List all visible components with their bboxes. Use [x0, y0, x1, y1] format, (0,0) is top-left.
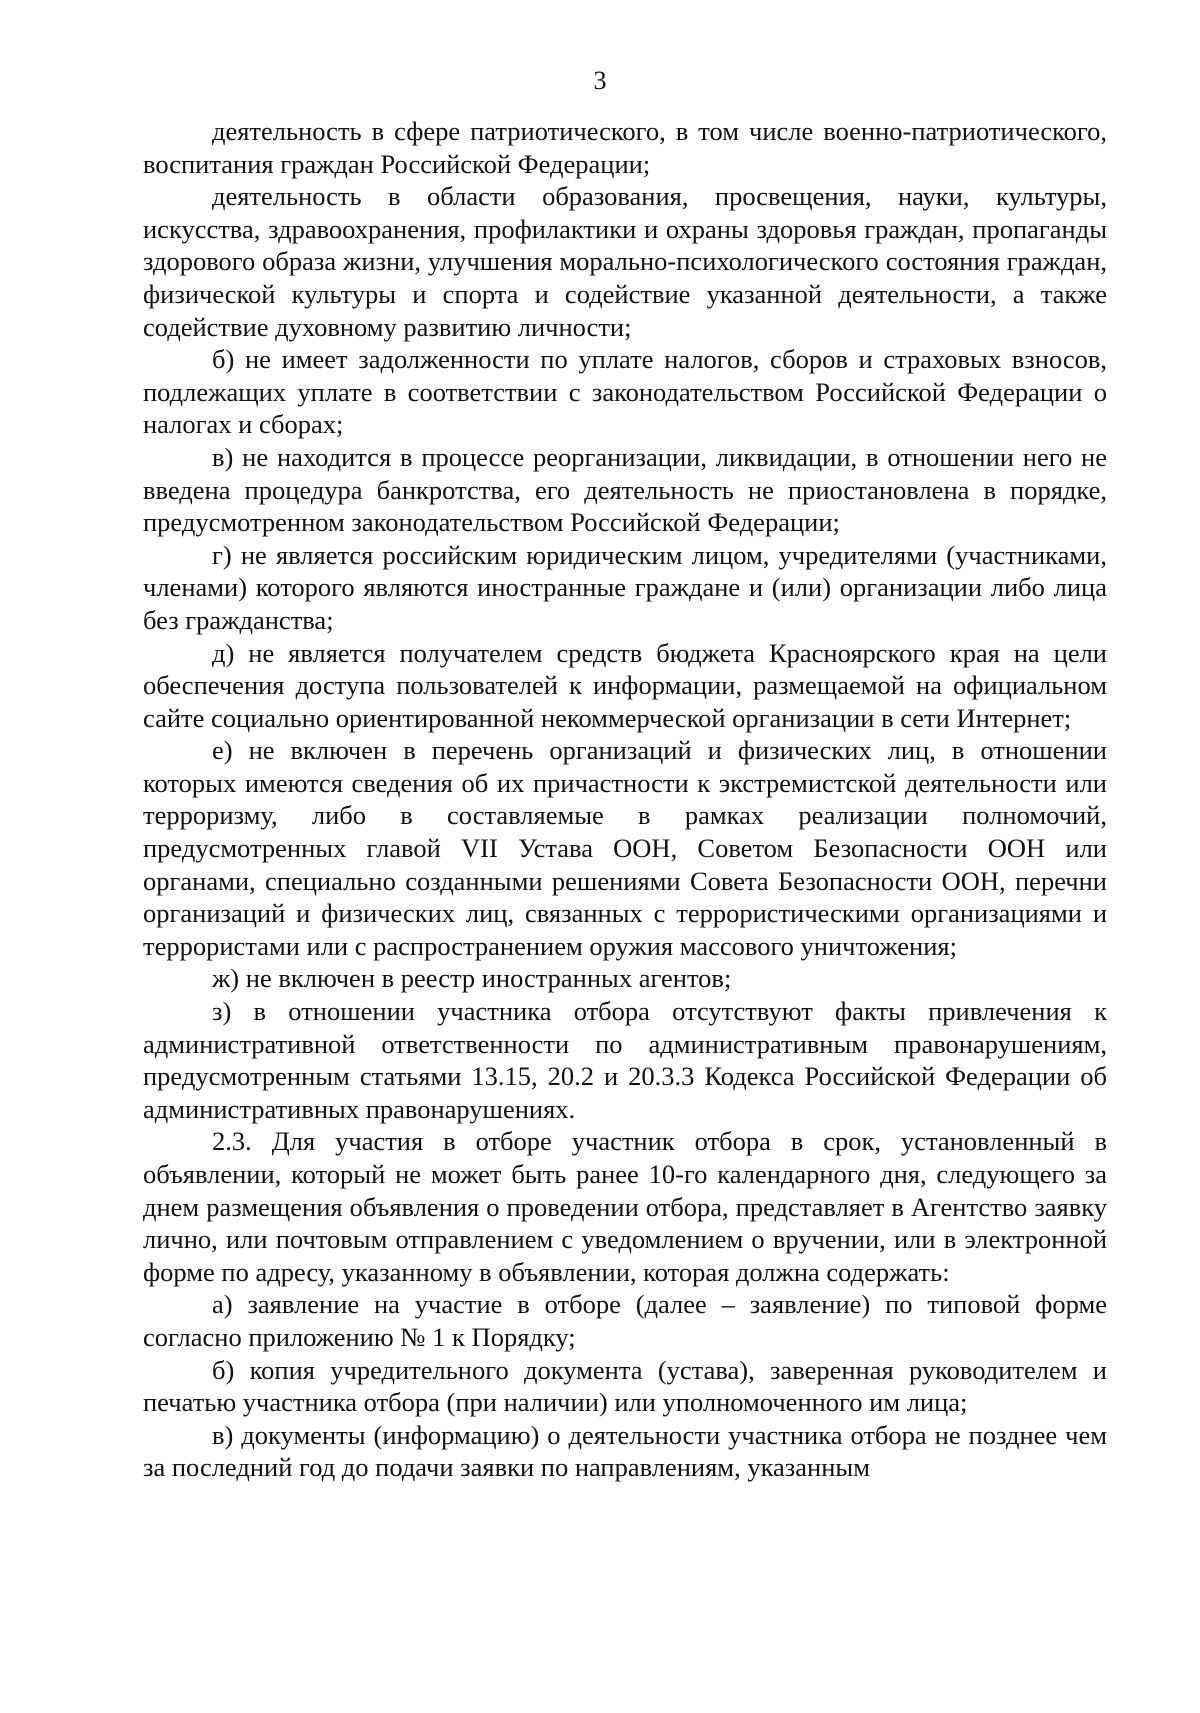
paragraph-education-activity: деятельность в области образования, просвещения, науки, культуры, искусства, здравоохранения, профилактики и охраны здоровья граждан, пропаганды здорового образа жизни, улучшения морально-психологического состояния граждан, физической культуры и спорта и содействие указанной деятельности, а также содействие духовному развитию личности; [143, 181, 1107, 342]
paragraph-item-a-statement: а) заявление на участие в отборе (далее – заявление) по типовой форме согласно приложению № 1 к Порядку; [143, 1289, 1107, 1352]
paragraph-item-z-no-administrative-liability: з) в отношении участника отбора отсутствуют факты привлечения к административной ответственности по административным правонарушениям, предусмотренным статьями 13.15, 20.2 и 20.3.3 Кодекса Российской Федерации об административных правонарушениях. [143, 996, 1107, 1124]
document-body [143, 115, 1107, 1484]
paragraph-item-v-no-reorganization: в) не находится в процессе реорганизации, ликвидации, в отношении него не введена процедура банкротства, его деятельность не приостановлена в порядке, предусмотренном законодательством Российской Федерации; [143, 441, 1107, 538]
paragraph-patriotic-activity: деятельность в сфере патриотического, в том числе военно-патриотического, воспитания граждан Российской Федерации; [143, 116, 1107, 179]
paragraph-item-e-not-in-extremist-list: е) не включен в перечень организаций и физических лиц, в отношении которых имеются сведения об их причастности к экстремистской деятельности или терроризму, либо в составляемые в рамках реализации полномочий, предусмотренных главой VII Устава ООН, Советом Безопасности ООН или органами, специально созданными решениями Совета Безопасности ООН, перечни организаций и физических лиц, связанных с террористическими организациями и террористами или с распространением оружия массового уничтожения; [143, 735, 1107, 961]
paragraph-item-d-not-budget-recipient: д) не является получателем средств бюджета Красноярского края на цели обеспечения доступа пользователей к информации, размещаемой на официальном сайте социально ориентированной некоммерческой организации в сети Интернет; [143, 637, 1107, 733]
paragraph-section-2-3-application: 2.3. Для участия в отборе участник отбора в срок, установленный в объявлении, который не может быть ранее 10-го календарного дня, следующего за днем размещения объявления о проведении отбора, представляет в Агентство заявку лично, или почтовым отправлением с уведомлением о вручении, или в электронной форме по адресу, указанному в объявлении, которая должна содержать: [143, 1126, 1107, 1287]
paragraph-item-b-no-tax-debt: б) не имеет задолженности по уплате налогов, сборов и страховых взносов, подлежащих уплате в соответствии с законодательством Российской Федерации о налогах и сборах; [143, 344, 1107, 440]
paragraph-item-v-activity-documents: в) документы (информацию) о деятельности участника отбора не позднее чем за последний год до подачи заявки по направлениям, указанным [143, 1419, 1107, 1483]
page-number: 3 [593, 66, 607, 95]
paragraph-item-zh-not-foreign-agent: ж) не включен в реестр иностранных агентов; [212, 963, 732, 994]
paragraph-item-b-charter-copy: б) копия учредительного документа (устава), заверенная руководителем и печатью участника отбора (при наличии) или уполномоченного им лица; [143, 1354, 1107, 1418]
paragraph-item-g-not-foreign-founders: г) не является российским юридическим лицом, учредителями (участниками, членами) которого являются иностранные граждане и (или) организации либо лица без гражданства; [143, 539, 1107, 635]
